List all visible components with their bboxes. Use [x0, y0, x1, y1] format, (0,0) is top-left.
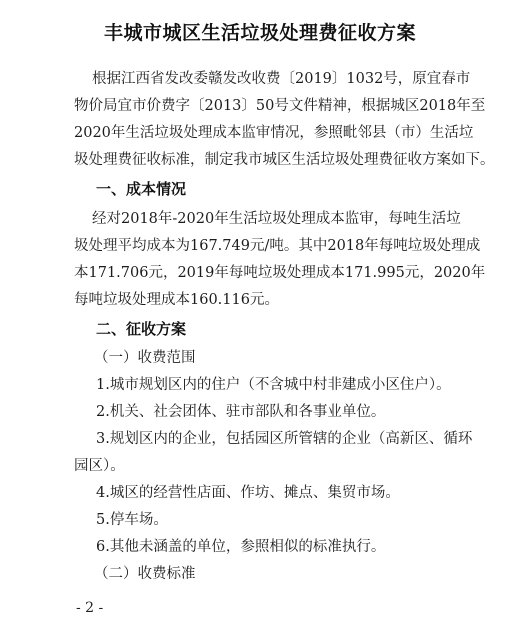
- section-heading-cost: 一、成本情况: [96, 180, 187, 198]
- paragraph-line-8: 每吨垃圾处理成本160.116元。: [74, 292, 279, 308]
- list-item-6: 6.其他未涵盖的单位，参照相似的标准执行。: [96, 539, 386, 555]
- section-heading-scheme: 二、征收方案: [96, 320, 187, 338]
- list-item-4: 4.城区的经营性店面、作坊、摊点、集贸市场。: [96, 485, 400, 501]
- document-title: 丰城市城区生活垃圾处理费征收方案: [103, 22, 416, 44]
- paragraph-line-2: 物价局宜市价费字〔2013〕50号文件精神，根据城区2018年至: [74, 98, 486, 114]
- list-item-3-continued: 园区）。: [74, 458, 125, 474]
- list-item-5: 5.停车场。: [96, 512, 168, 528]
- list-item-1: 1.城市规划区内的住户（不含城中村非建成小区住户）。: [96, 377, 451, 393]
- subheading-standard: （二）收费标准: [94, 566, 196, 582]
- paragraph-line-4: 圾处理费征收标准，制定我市城区生活垃圾处理费征收方案如下。: [74, 152, 495, 168]
- paragraph-line-3: 2020年生活垃圾处理成本监审情况，参照毗邻县（市）生活垃: [74, 125, 474, 141]
- paragraph-line-1: 根据江西省发改委赣发改收费〔2019〕1032号，原宜春市: [92, 71, 471, 87]
- list-item-3: 3.规划区内的企业，包括园区所管辖的企业（高新区、循环: [96, 431, 473, 447]
- paragraph-line-7: 本171.706元，2019年每吨垃圾处理成本171.995元，2020年: [74, 265, 486, 281]
- paragraph-line-6: 圾处理平均成本为167.749元/吨。其中2018年每吨垃圾处理成: [74, 238, 481, 254]
- paragraph-line-5: 经对2018年-2020年生活垃圾处理成本监审，每吨生活垃: [92, 211, 461, 227]
- subheading-scope: （一）收费范围: [94, 350, 196, 366]
- page-number: - 2 -: [76, 600, 104, 616]
- list-item-2: 2.机关、社会团体、驻市部队和各事业单位。: [96, 404, 386, 420]
